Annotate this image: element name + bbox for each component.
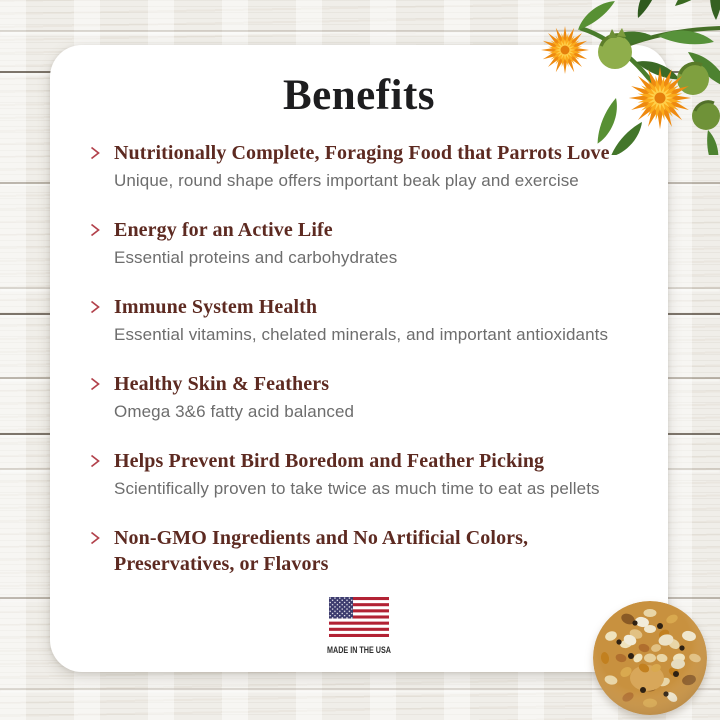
benefit-item-non-gmo	[88, 525, 648, 577]
chevron-right-icon	[88, 453, 102, 469]
safflower-image	[520, 0, 720, 155]
food-ball-image	[588, 596, 712, 720]
benefit-title: Healthy Skin & Feathers	[114, 373, 330, 396]
benefit-description: Omega 3&6 fatty acid balanced	[114, 402, 355, 422]
chevron-right-icon	[88, 530, 102, 546]
benefit-title: Nutritionally Complete, Foraging Food that Parrots Love	[114, 142, 610, 165]
chevron-right-icon	[88, 222, 102, 238]
benefit-text	[114, 371, 648, 424]
benefit-item-boredom	[88, 448, 648, 501]
chevron-right-icon	[88, 299, 102, 315]
benefit-description: Essential proteins and carbohydrates	[114, 248, 398, 268]
page-title: Benefits	[282, 72, 436, 119]
us-flag-icon	[329, 597, 389, 637]
benefit-title: Non-GMO Ingredients and No Artificial Colors, Preservatives, or Flavors	[114, 527, 529, 576]
benefit-list	[88, 140, 648, 577]
benefit-text	[114, 525, 648, 577]
benefit-text	[114, 448, 648, 501]
benefit-text	[114, 217, 648, 270]
benefit-title: Immune System Health	[114, 296, 318, 319]
benefit-text	[114, 294, 648, 347]
benefit-title: Helps Prevent Bird Boredom and Feather Picking	[114, 450, 545, 473]
benefit-description: Essential vitamins, chelated minerals, and important antioxidants	[114, 325, 609, 345]
benefit-item-skin-feathers	[88, 371, 648, 424]
chevron-right-icon	[88, 145, 102, 161]
made-in-usa-label: MADE IN THE USA	[326, 645, 392, 655]
made-in-usa-block	[319, 597, 399, 655]
food-ball-texture	[593, 601, 707, 715]
benefit-item-immune	[88, 294, 648, 347]
chevron-right-icon	[88, 376, 102, 392]
benefit-item-energy	[88, 217, 648, 270]
benefit-description: Unique, round shape offers important beak play and exercise	[114, 171, 579, 191]
benefit-title: Energy for an Active Life	[114, 219, 333, 242]
benefit-description: Scientifically proven to take twice as much time to eat as pellets	[114, 479, 600, 499]
